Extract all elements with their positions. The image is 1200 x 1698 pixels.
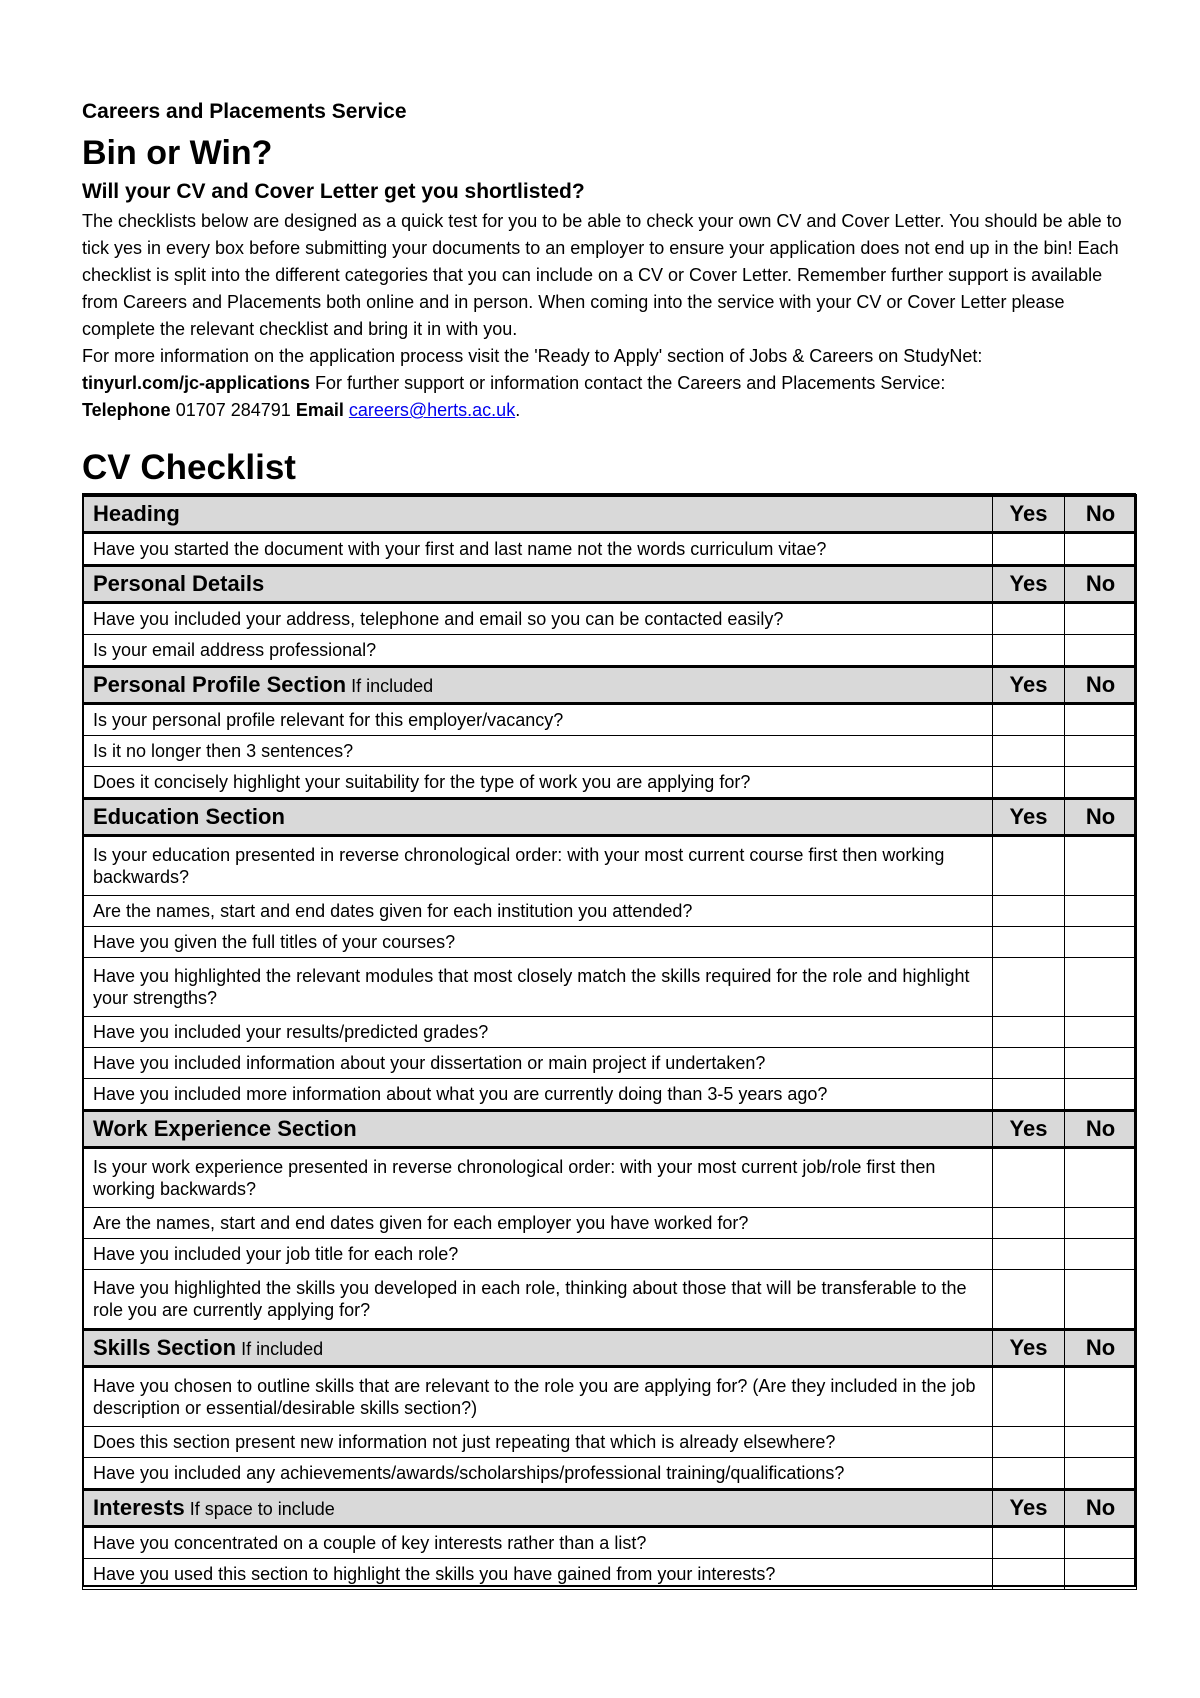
no-column-header: No xyxy=(1065,496,1137,533)
checklist-question: Have you included information about your dissertation or main project if undertaken? xyxy=(83,1048,993,1079)
checklist-row xyxy=(83,533,1137,566)
checklist-question: Is it no longer then 3 sentences? xyxy=(83,736,993,767)
intro-paragraph: The checklists below are designed as a quick test for you to be able to check your own CV and Cover Letter. You should be able to tick yes in every box before submitting your documents to an employer to ensure your application does not end up in the bin! Each checklist is split into the different categories that you can include on a CV or Cover Letter. Remember further support is available from Careers and Placements both online and in person. When coming into the service with your CV or Cover Letter please complete the relevant checklist and bring it in with you. xyxy=(82,211,1122,339)
checklist-row xyxy=(83,1367,1137,1427)
no-column-header: No xyxy=(1065,667,1137,704)
no-column-header: No xyxy=(1065,1330,1137,1367)
email-label: Email xyxy=(295,400,344,420)
more-info xyxy=(82,343,1132,370)
checklist-question: Does it concisely highlight your suitability for the type of work you are applying for? xyxy=(83,767,993,799)
yes-tick-box[interactable] xyxy=(993,603,1065,635)
checklist-row xyxy=(83,1208,1137,1239)
no-tick-box[interactable] xyxy=(1065,1048,1137,1079)
checklist-row xyxy=(83,1148,1137,1208)
section-header-row xyxy=(83,799,1137,836)
section-title: Education Section xyxy=(93,804,285,829)
section-header-row xyxy=(83,1330,1137,1367)
yes-column-header: Yes xyxy=(993,799,1065,836)
checklist-row xyxy=(83,1239,1137,1270)
no-tick-box[interactable] xyxy=(1065,1208,1137,1239)
section-header-row xyxy=(83,667,1137,704)
no-column-header: No xyxy=(1065,799,1137,836)
section-title-cell xyxy=(83,1490,993,1527)
yes-tick-box[interactable] xyxy=(993,1270,1065,1330)
applications-link[interactable]: tinyurl.com/jc-applications xyxy=(82,373,311,393)
no-tick-box[interactable] xyxy=(1065,1427,1137,1458)
checklist-row xyxy=(83,836,1137,896)
checklist-row xyxy=(83,1458,1137,1490)
yes-tick-box[interactable] xyxy=(993,1048,1065,1079)
yes-tick-box[interactable] xyxy=(993,958,1065,1017)
checklist-question: Have you concentrated on a couple of key interests rather than a list? xyxy=(83,1527,993,1559)
no-column-header: No xyxy=(1065,566,1137,603)
no-tick-box[interactable] xyxy=(1065,1079,1137,1111)
checklist-question: Are the names, start and end dates given for each employer you have worked for? xyxy=(83,1208,993,1239)
yes-column-header: Yes xyxy=(993,1490,1065,1527)
yes-tick-box[interactable] xyxy=(993,1527,1065,1559)
section-title: Personal Profile Section xyxy=(93,671,347,697)
section-title-cell xyxy=(83,1330,993,1367)
no-tick-box[interactable] xyxy=(1065,836,1137,896)
yes-tick-box[interactable] xyxy=(993,635,1065,667)
checklist-question: Have you chosen to outline skills that are relevant to the role you are applying for? (Are they included in the job description or essential/desirable skills section?) xyxy=(83,1367,993,1427)
checklist-question: Have you included more information about what you are currently doing than 3-5 years ago? xyxy=(83,1079,993,1111)
yes-tick-box[interactable] xyxy=(993,533,1065,566)
page-title: Bin or Win? xyxy=(82,134,273,172)
yes-tick-box[interactable] xyxy=(993,704,1065,736)
yes-tick-box[interactable] xyxy=(993,836,1065,896)
no-tick-box[interactable] xyxy=(1065,1148,1137,1208)
service-name: Careers and Placements Service xyxy=(82,100,407,123)
telephone-number: 01707 284791 xyxy=(170,400,296,420)
yes-tick-box[interactable] xyxy=(993,767,1065,799)
checklist-question: Does this section present new information not just repeating that which is already elsewhere? xyxy=(83,1427,993,1458)
no-tick-box[interactable] xyxy=(1065,1017,1137,1048)
section-note: If included xyxy=(236,1338,324,1359)
support-text: For further support or information contact the Careers and Placements Service: xyxy=(310,373,946,393)
checklist-row xyxy=(83,1048,1137,1079)
yes-tick-box[interactable] xyxy=(993,1559,1065,1590)
checklist-question: Have you included your job title for each role? xyxy=(83,1239,993,1270)
no-tick-box[interactable] xyxy=(1065,635,1137,667)
cv-checklist-heading: CV Checklist xyxy=(82,448,296,487)
no-tick-box[interactable] xyxy=(1065,896,1137,927)
checklist-row xyxy=(83,1427,1137,1458)
yes-tick-box[interactable] xyxy=(993,1148,1065,1208)
checklist-row xyxy=(83,704,1137,736)
no-column-header: No xyxy=(1065,1111,1137,1148)
checklist-question: Have you highlighted the relevant modules that most closely match the skills required for the role and highlight your strengths? xyxy=(83,958,993,1017)
yes-tick-box[interactable] xyxy=(993,896,1065,927)
checklist-row xyxy=(83,927,1137,958)
section-note: If included xyxy=(346,675,434,696)
no-tick-box[interactable] xyxy=(1065,533,1137,566)
yes-column-header: Yes xyxy=(993,667,1065,704)
checklist-row xyxy=(83,896,1137,927)
checklist-row xyxy=(83,1079,1137,1111)
checklist-question: Is your personal profile relevant for this employer/vacancy? xyxy=(83,704,993,736)
checklist-question: Have you included any achievements/awards/scholarships/professional training/qualifications? xyxy=(83,1458,993,1490)
checklist-row xyxy=(83,1017,1137,1048)
no-tick-box[interactable] xyxy=(1065,927,1137,958)
yes-tick-box[interactable] xyxy=(993,1367,1065,1427)
yes-column-header: Yes xyxy=(993,1330,1065,1367)
checklist-row xyxy=(83,767,1137,799)
section-title-cell xyxy=(83,566,993,603)
no-tick-box[interactable] xyxy=(1065,1559,1137,1590)
checklist-row xyxy=(83,635,1137,667)
checklist-row xyxy=(83,1559,1137,1590)
yes-column-header: Yes xyxy=(993,496,1065,533)
section-header-row xyxy=(83,566,1137,603)
yes-column-header: Yes xyxy=(993,1111,1065,1148)
checklist-question: Have you used this section to highlight the skills you have gained from your interests? xyxy=(83,1559,993,1590)
yes-column-header: Yes xyxy=(993,566,1065,603)
checklist-question: Are the names, start and end dates given for each institution you attended? xyxy=(83,896,993,927)
checklist-question: Have you started the document with your first and last name not the words curriculum vitae? xyxy=(83,533,993,566)
section-title: Interests xyxy=(93,1494,185,1520)
no-tick-box[interactable] xyxy=(1065,1270,1137,1330)
yes-tick-box[interactable] xyxy=(993,1079,1065,1111)
section-header-row xyxy=(83,1490,1137,1527)
no-tick-box[interactable] xyxy=(1065,1239,1137,1270)
no-column-header: No xyxy=(1065,1490,1137,1527)
section-header-row xyxy=(83,1111,1137,1148)
yes-tick-box[interactable] xyxy=(993,1427,1065,1458)
yes-tick-box[interactable] xyxy=(993,927,1065,958)
email-link[interactable]: careers@herts.ac.uk xyxy=(348,400,516,420)
section-title-cell xyxy=(83,667,993,704)
section-note: If space to include xyxy=(184,1498,335,1519)
contact-info: tinyurl.com/jc-applications For further support or information contact the Careers and Placements Service: Telephone 01707 284791 Email careers@herts.ac.uk. xyxy=(82,373,946,420)
section-title-cell xyxy=(83,799,993,836)
more-info-text: For more information on the application process visit the 'Ready to Apply' section of Jobs & Careers on StudyNet: xyxy=(82,346,983,366)
no-tick-box[interactable] xyxy=(1065,1367,1137,1427)
no-tick-box[interactable] xyxy=(1065,736,1137,767)
yes-tick-box[interactable] xyxy=(993,1239,1065,1270)
section-header-row xyxy=(83,496,1137,533)
checklist-question: Have you highlighted the skills you developed in each role, thinking about those that will be transferable to the role you are currently applying for? xyxy=(83,1270,993,1330)
section-title-cell xyxy=(83,496,993,533)
checklist-row xyxy=(83,736,1137,767)
yes-tick-box[interactable] xyxy=(993,1017,1065,1048)
telephone-label: Telephone xyxy=(82,400,171,420)
checklist-question: Is your email address professional? xyxy=(83,635,993,667)
page-subtitle: Will your CV and Cover Letter get you shortlisted? xyxy=(82,180,585,203)
yes-tick-box[interactable] xyxy=(993,1458,1065,1490)
no-tick-box[interactable] xyxy=(1065,1458,1137,1490)
intro-text xyxy=(82,208,1132,424)
checklist-row xyxy=(83,958,1137,1017)
yes-tick-box[interactable] xyxy=(993,1208,1065,1239)
section-title-cell xyxy=(83,1111,993,1148)
section-title: Work Experience Section xyxy=(93,1116,357,1141)
checklist-question: Have you given the full titles of your courses? xyxy=(83,927,993,958)
checklist-question: Is your education presented in reverse chronological order: with your most current course first then working backwards? xyxy=(83,836,993,896)
checklist-question: Have you included your results/predicted grades? xyxy=(83,1017,993,1048)
no-tick-box[interactable] xyxy=(1065,603,1137,635)
checklist-row xyxy=(83,603,1137,635)
section-title: Skills Section xyxy=(93,1334,237,1360)
no-tick-box[interactable] xyxy=(1065,767,1137,799)
no-tick-box[interactable] xyxy=(1065,704,1137,736)
no-tick-box[interactable] xyxy=(1065,958,1137,1017)
checklist-question: Have you included your address, telephone and email so you can be contacted easily? xyxy=(83,603,993,635)
section-title: Heading xyxy=(93,501,180,526)
section-title: Personal Details xyxy=(93,571,265,596)
checklist-row xyxy=(83,1527,1137,1559)
cv-checklist-table xyxy=(82,494,1137,1590)
checklist-row xyxy=(83,1270,1137,1330)
no-tick-box[interactable] xyxy=(1065,1527,1137,1559)
checklist-question: Is your work experience presented in reverse chronological order: with your most current job/role first then working backwards? xyxy=(83,1148,993,1208)
yes-tick-box[interactable] xyxy=(993,736,1065,767)
